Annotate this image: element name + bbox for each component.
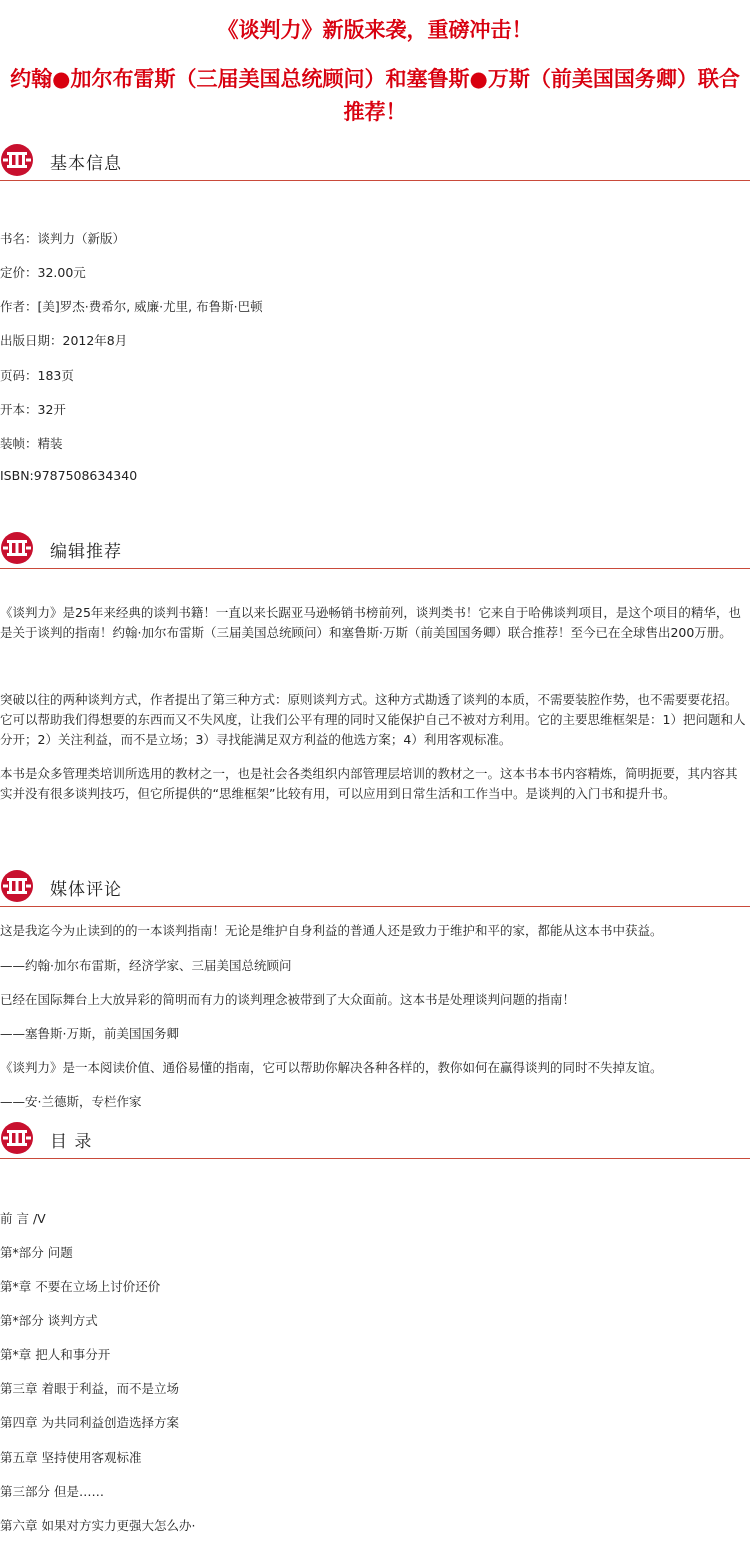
citic-logo-icon [0,143,34,177]
toc-item: 第四章 为共同利益创造选择方案 [0,1415,179,1430]
headline-main: 《谈判力》新版来袭，重磅冲击！ [217,17,533,42]
review-quote: 已经在国际舞台上大放异彩的简明而有力的谈判理念被带到了大众面前。这本书是处理谈判问题的指南！ [0,992,576,1007]
toc-item-preface: 前 言 /V [0,1211,46,1226]
toc-item: 第*部分 谈判方式 [0,1313,98,1328]
info-binding: 装帧：精装 [0,436,63,451]
section-divider [0,906,750,907]
section-header-media-reviews [0,869,750,907]
info-pages: 页码：183页 [0,368,74,383]
section-title-basic-info: 基本信息 [50,154,122,174]
editor-paragraph: 《谈判力》是25年来经典的谈判书籍！一直以来长踞亚马逊畅销书榜前列，谈判类书！它来自于哈佛谈判项目，是这个项目的精华，也是关于谈判的指南！约翰·加尔布雷斯（三届美国总统顾问）和塞鲁斯·万斯（前美国国务卿）联合推荐！至今已在全球售出200万册。 [0,605,741,640]
section-divider [0,1158,750,1159]
toc-item: 第六章 如果对方实力更强大怎么办· [0,1518,196,1533]
citic-logo-icon [0,869,34,903]
section-header-editor-recommendation [0,531,750,569]
info-format: 开本：32开 [0,402,66,417]
editor-paragraph: 本书是众多管理类培训所选用的教材之一，也是社会各类组织内部管理层培训的教材之一。这本书本书内容精炼，简明扼要，其内容其实并没有很多谈判技巧，但它所提供的“思维框架”比较有用，可以应用到日常生活和工作当中。是谈判的入门书和提升书。 [0,766,738,801]
section-title-media-reviews: 媒体评论 [50,880,122,900]
editor-paragraph: 突破以往的两种谈判方式，作者提出了第三种方式：原则谈判方式。这种方式勘透了谈判的本质，不需要装腔作势，也不需要要花招。它可以帮助我们得想要的东西而又不失风度，让我们公平有理的同时又能保护自己不被对方利用。它的主要思维框架是：1）把问题和人分开；2）关注利益，而不是立场；3）寻找能满足双方利益的他选方案；4）利用客观标准。 [0,692,746,747]
section-divider [0,568,750,569]
toc-item: 第三部分 但是…… [0,1484,104,1499]
section-title-table-of-contents: 目 录 [50,1132,93,1152]
review-attribution: ——安·兰德斯，专栏作家 [0,1094,142,1109]
citic-logo-icon [0,1121,34,1155]
info-title: 书名：谈判力（新版） [0,231,126,246]
section-title-editor-recommendation: 编辑推荐 [50,542,122,562]
review-quote: 《谈判力》是一本阅读价值、通俗易懂的指南，它可以帮助你解决各种各样的，教你如何在赢得谈判的同时不失掉友谊。 [0,1060,663,1075]
info-publish-date: 出版日期：2012年8月 [0,333,128,348]
review-quote: 这是我迄今为止读到的的一本谈判指南！无论是维护自身利益的普通人还是致力于维护和平的家，都能从这本书中获益。 [0,923,663,938]
section-header-table-of-contents [0,1121,750,1159]
toc-item: 第*部分 问题 [0,1245,73,1260]
info-price: 定价：32.00元 [0,265,86,280]
citic-logo-icon [0,531,34,565]
toc-item: 第三章 着眼于利益，而不是立场 [0,1381,179,1396]
headline-recommendation: 约翰●加尔布雷斯（三届美国总统顾问）和塞鲁斯●万斯（前美国国务卿）联合推荐！ [10,66,740,124]
toc-item: 第*章 不要在立场上讨价还价 [0,1279,161,1294]
section-divider [0,180,750,181]
info-authors: 作者：[美]罗杰·费希尔, 威廉·尤里, 布鲁斯·巴顿 [0,299,263,314]
toc-item: 第五章 坚持使用客观标准 [0,1450,142,1465]
toc-item: 第*章 把人和事分开 [0,1347,111,1362]
review-attribution: ——塞鲁斯·万斯，前美国国务卿 [0,1026,179,1041]
section-header-basic-info [0,143,750,181]
review-attribution: ——约翰·加尔布雷斯，经济学家、三届美国总统顾问 [0,958,292,973]
info-isbn: ISBN:9787508634340 [0,468,138,483]
